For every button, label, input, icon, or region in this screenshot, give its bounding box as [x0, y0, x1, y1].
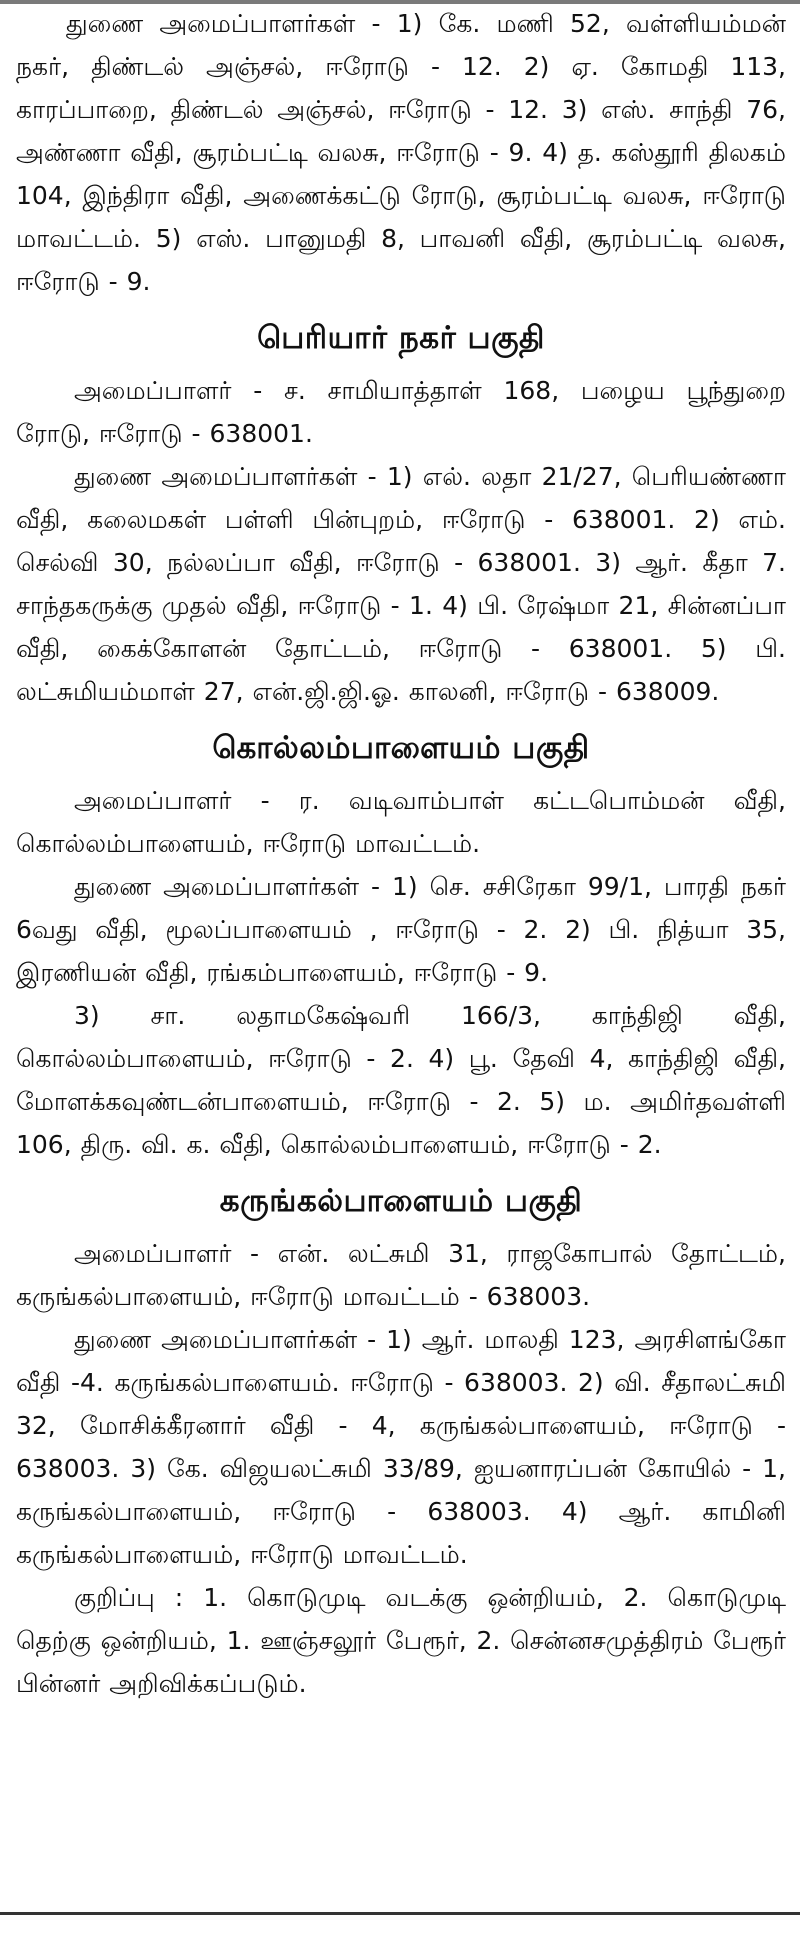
section-heading: கொல்லம்பாளையம் பகுதி	[212, 730, 590, 766]
deputies-paragraph: துணை அமைப்பாளர்கள் - 1) ஆர். மாலதி 123, அரசிளங்கோ வீதி -4. கருங்கல்பாளையம். ஈரோடு - 638003. 2) வி. சீதாலட்சுமி 32, மோசிக்கீரனார் வீதி - 4, கருங்கல்பாளையம், ஈரோடு - 638003. 3) கே. விஜயலட்சுமி 33/89, ஐயனாரப்பன் கோயில் - 1, கருங்கல்பாளையம், ஈரோடு - 638003. 4) ஆர். காமினி கருங்கல்பாளையம், ஈரோடு மாவட்டம்.	[16, 1325, 786, 1569]
deputies-continued-paragraph: 3) சா. லதாமகேஷ்வரி 166/3, காந்திஜி வீதி, கொல்லம்பாளையம், ஈரோடு - 2. 4) பூ. தேவி 4, காந்திஜி வீதி, மோளக்கவுண்டன்பாளையம், ஈரோடு - 2. 5) ம. அமிர்தவள்ளி 106, திரு. வி. க. வீதி, கொல்லம்பாளையம், ஈரோடு - 2.	[16, 1001, 786, 1159]
organizer-paragraph: அமைப்பாளர் - ர. வடிவாம்பாள் கட்டபொம்மன் வீதி, கொல்லம்பாளையம், ஈரோடு மாவட்டம்.	[16, 786, 786, 858]
intro-deputies-paragraph: துணை அமைப்பாளர்கள் - 1) கே. மணி 52, வள்ளியம்மன் நகர், திண்டல் அஞ்சல், ஈரோடு - 12. 2) ஏ. கோமதி 113, காரப்பாறை, திண்டல் அஞ்சல், ஈரோடு - 12. 3) எஸ். சாந்தி 76, அண்ணா வீதி, சூரம்பட்டி வலசு, ஈரோடு - 9. 4) த. கஸ்தூரி திலகம் 104, இந்திரா வீதி, அணைக்கட்டு ரோடு, சூரம்பட்டி வலசு, ஈரோடு மாவட்டம். 5) எஸ். பானுமதி 8, பாவனி வீதி, சூரம்பட்டி வலசு, ஈரோடு - 9.	[16, 9, 786, 296]
section-heading: கருங்கல்பாளையம் பகுதி	[219, 1183, 583, 1219]
deputies-paragraph: துணை அமைப்பாளர்கள் - 1) செ. சசிரேகா 99/1, பாரதி நகர் 6வது வீதி, மூலப்பாளையம் , ஈரோடு - 2. 2) பி. நித்யா 35, இரணியன் வீதி, ரங்கம்பாளையம், ஈரோடு - 9.	[16, 872, 786, 987]
section-heading: பெரியார் நகர் பகுதி	[257, 320, 545, 356]
section-kollampalayam	[16, 721, 786, 1166]
section-periyar-nagar	[16, 311, 786, 713]
note-paragraph: குறிப்பு : 1. கொடுமுடி வடக்கு ஒன்றியம், 2. கொடுமுடி தெற்கு ஒன்றியம், 1. ஊஞ்சலூர் பேரூர், 2. சென்னசமுத்திரம் பேரூர் பின்னர் அறிவிக்கப்படும்.	[16, 1583, 786, 1698]
deputies-paragraph: துணை அமைப்பாளர்கள் - 1) எல். லதா 21/27, பெரியண்ணா வீதி, கலைமகள் பள்ளி பின்புறம், ஈரோடு - 638001. 2) எம். செல்வி 30, நல்லப்பா வீதி, ஈரோடு - 638001. 3) ஆர். கீதா 7. சாந்தகருக்கு முதல் வீதி, ஈரோடு - 1. 4) பி. ரேஷ்மா 21, சின்னப்பா வீதி, கைக்கோளன் தோட்டம், ஈரோடு - 638001. 5) பி. லட்சுமியம்மாள் 27, என்.ஜி.ஜி.ஓ. காலனி, ஈரோடு - 638009.	[16, 462, 786, 706]
organizer-paragraph: அமைப்பாளர் - ச. சாமியாத்தாள் 168, பழைய பூந்துறை ரோடு, ஈரோடு - 638001.	[16, 376, 786, 448]
section-karungalpalayam	[16, 1174, 786, 1576]
organizer-paragraph: அமைப்பாளர் - என். லட்சுமி 31, ராஜகோபால் தோட்டம், கருங்கல்பாளையம், ஈரோடு மாவட்டம் - 638003.	[16, 1239, 786, 1311]
